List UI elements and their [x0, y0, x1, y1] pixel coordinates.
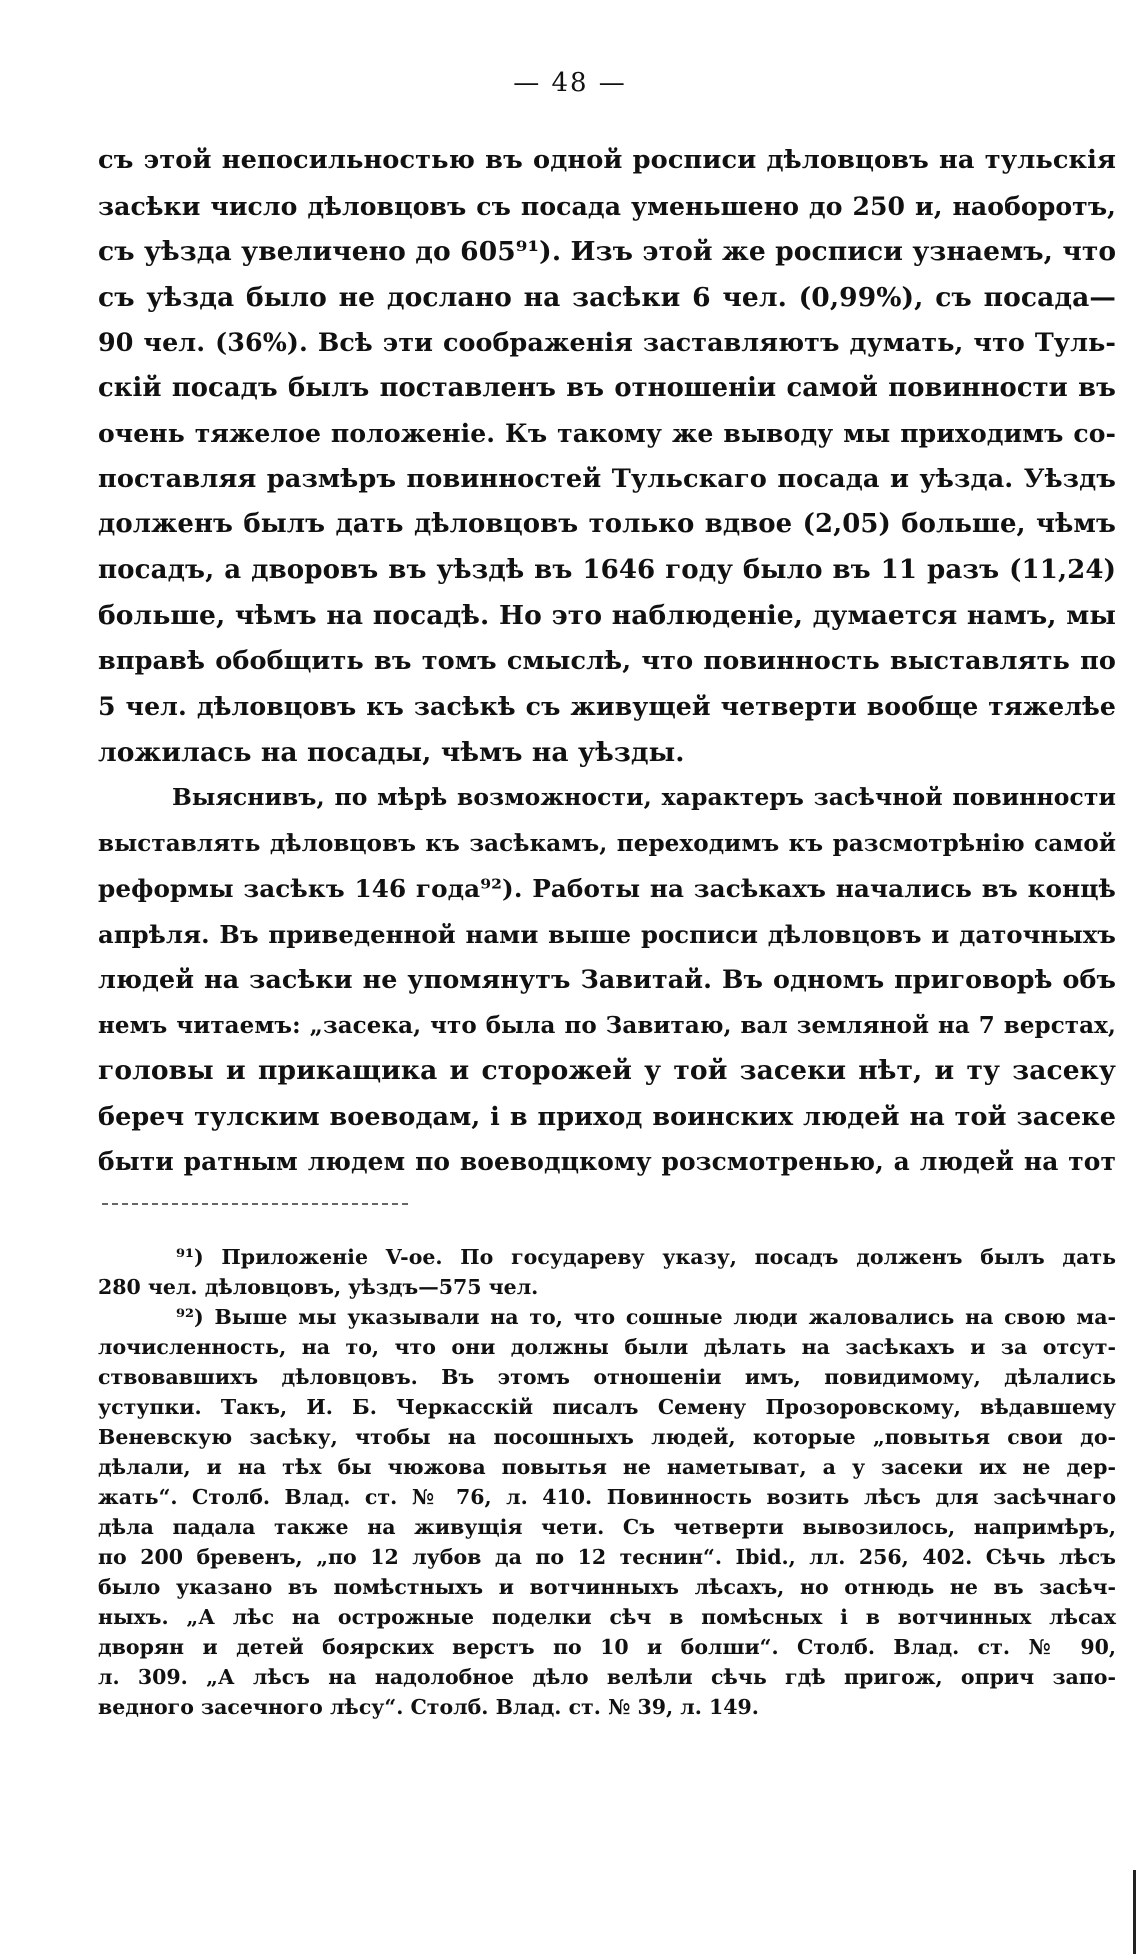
text-line: вправѣ обобщить въ томъ смыслѣ, что повинность выставлять по	[98, 645, 1116, 676]
footnote-line: ведного засечного лѣсу“. Столб. Влад. ст. № 39, л. 149.	[98, 1695, 759, 1719]
footnote-line: лочисленность, на то, что они должны были дѣлать на засѣкахъ и за отсут-	[98, 1335, 1116, 1359]
footnote-line: 280 чел. дѣловцовъ, уѣздъ—575 чел.	[98, 1275, 539, 1299]
text-line: посадъ, а дворовъ въ уѣздѣ въ 1646 году было въ 11 разъ (11,24)	[98, 554, 1116, 585]
footnote-line: Веневскую засѣку, чтобы на посошныхъ людей, которые „повытья свои до-	[98, 1425, 1116, 1449]
text-line: немъ читаемъ: „засека, что была по Завитаю, вал земляной на 7 верстах,	[98, 1011, 1116, 1039]
page-number: — 48 —	[513, 68, 627, 98]
footnote-line: л. 309. „А лѣсъ на надолобное дѣло велѣли сѣчь гдѣ пригож, оприч запо-	[98, 1665, 1116, 1689]
footnote-line: ныхъ. „А лѣс на острожные поделки сѣч в помѣсных і в вотчинных лѣсах	[98, 1605, 1116, 1629]
footnote-line: уступки. Такъ, И. Б. Черкасскій писалъ Семену Прозоровскому, вѣдавшему	[98, 1395, 1116, 1419]
footnote-line: дворян и детей боярских верстъ по 10 и болши“. Столб. Влад. ст. № 90,	[98, 1635, 1116, 1659]
text-line: засѣки число дѣловцовъ съ посада уменьшено до 250 и, наоборотъ,	[98, 190, 1116, 221]
footnote-line: ⁹²) Выше мы указывали на то, что сошные люди жаловались на свою ма-	[176, 1305, 1116, 1329]
text-line: 5 чел. дѣловцовъ къ засѣкѣ съ живущей четверти вообще тяжелѣе	[98, 691, 1116, 721]
footnote-line: жать“. Столб. Влад. ст. № 76, л. 410. Повинность возить лѣсъ для засѣчнаго	[98, 1485, 1116, 1509]
text-line: больше, чѣмъ на посадѣ. Но это наблюденіе, думается намъ, мы	[98, 600, 1116, 631]
text-line: 90 чел. (36%). Всѣ эти соображенія заставляютъ думать, что Туль-	[98, 327, 1116, 357]
text-line: выставлять дѣловцовъ къ засѣкамъ, переходимъ къ разсмотрѣнію самой	[98, 829, 1116, 857]
text-line: очень тяжелое положеніе. Къ такому же выводу мы приходимъ со-	[98, 418, 1116, 448]
main-text	[98, 138, 1116, 1185]
footnote-line: дѣлали, и на тѣх бы чюжова повытья не наметыват, а у засеки их не дер-	[98, 1455, 1116, 1479]
footnote-line: по 200 бревенъ, „по 12 лубов да по 12 теснин“. Ibid., лл. 256, 402. Сѣчь лѣсъ	[98, 1545, 1116, 1569]
text-line: быти ратным людем по воеводцкому розсмотренью, а людей на тот	[98, 1147, 1116, 1176]
text-line: береч тулским воеводам, і в приход воинских людей на той засеке	[98, 1100, 1116, 1131]
footnote-line: было указано въ помѣстныхъ и вотчинныхъ лѣсахъ, но отнюдь не въ засѣч-	[98, 1575, 1116, 1599]
page-edge-mark	[1133, 1870, 1136, 1954]
footnote-separator	[102, 1203, 408, 1205]
footnote-line: дѣла падала также на живущія чети. Съ четверти вывозилось, напримѣръ,	[98, 1515, 1116, 1539]
text-line: головы и прикащика и сторожей у той засеки нѣт, и ту засеку	[98, 1055, 1116, 1086]
text-line: ложилась на посады, чѣмъ на уѣзды.	[98, 736, 685, 768]
text-line: людей на засѣки не упомянутъ Завитай. Въ одномъ приговорѣ объ	[98, 964, 1116, 994]
text-line: Выяснивъ, по мѣрѣ возможности, характеръ засѣчной повинности	[172, 783, 1116, 811]
text-line: апрѣля. Въ приведенной нами выше росписи дѣловцовъ и даточныхъ	[98, 919, 1116, 949]
text-line: долженъ былъ дать дѣловцовъ только вдвое (2,05) больше, чѣмъ	[98, 509, 1116, 539]
text-line: съ уѣзда было не дослано на засѣки 6 чел. (0,99%), съ посада—	[98, 281, 1116, 313]
footnotes	[98, 1242, 1116, 1722]
footnote-line: ствовавшихъ дѣловцовъ. Въ этомъ отношеніи имъ, повидимому, дѣлались	[98, 1365, 1116, 1389]
footnote-line: ⁹¹) Приложеніе V-ое. По государеву указу, посадъ долженъ былъ дать	[176, 1245, 1116, 1269]
text-line: съ этой непосильностью въ одной росписи дѣловцовъ на тульскія	[98, 145, 1116, 175]
text-line: поставляя размѣръ повинностей Тульскаго посада и уѣзда. Уѣздъ	[98, 463, 1116, 494]
text-line: съ уѣзда увеличено до 605⁹¹). Изъ этой же росписи узнаемъ, что	[98, 236, 1117, 267]
text-line: скій посадъ былъ поставленъ въ отношеніи самой повинности въ	[98, 372, 1116, 403]
text-line: реформы засѣкъ 146 года⁹²). Работы на засѣкахъ начались въ концѣ	[98, 874, 1116, 903]
